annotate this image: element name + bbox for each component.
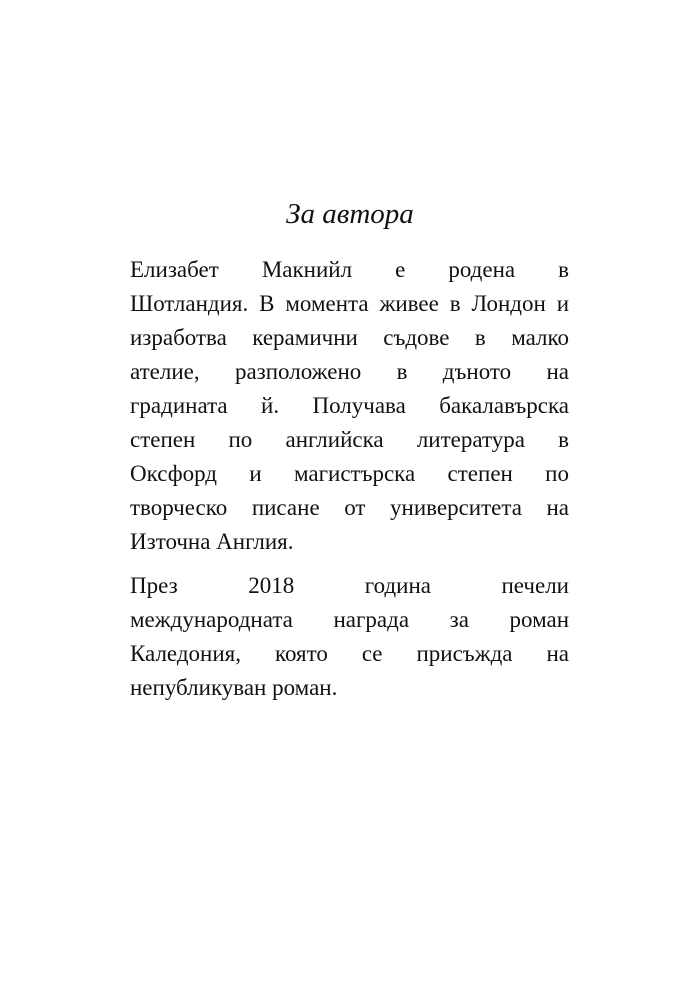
- text-line: ателие, разположено в дъното на: [130, 359, 569, 384]
- text-line: международната награда за роман: [130, 607, 569, 632]
- text-line: градината й. Получава бакалавърска: [130, 393, 569, 418]
- text-line: творческо писане от университета на: [130, 495, 569, 520]
- text-line: Шотландия. В момента живее в Лондон и: [130, 291, 569, 316]
- page-title: За автора: [286, 198, 414, 230]
- text-line: непубликуван роман.: [130, 675, 338, 700]
- text-line: През 2018 година печели: [130, 573, 569, 598]
- text-line: степен по английска литература в: [130, 427, 569, 452]
- text-line: Каледония, която се присъжда на: [130, 641, 569, 666]
- text-line: изработва керамични съдове в малко: [130, 325, 569, 350]
- text-line: Източна Англия.: [130, 529, 294, 554]
- text-line: Елизабет Макнийл е родена в: [130, 257, 569, 282]
- text-line: Оксфорд и магистърска степен по: [130, 461, 569, 486]
